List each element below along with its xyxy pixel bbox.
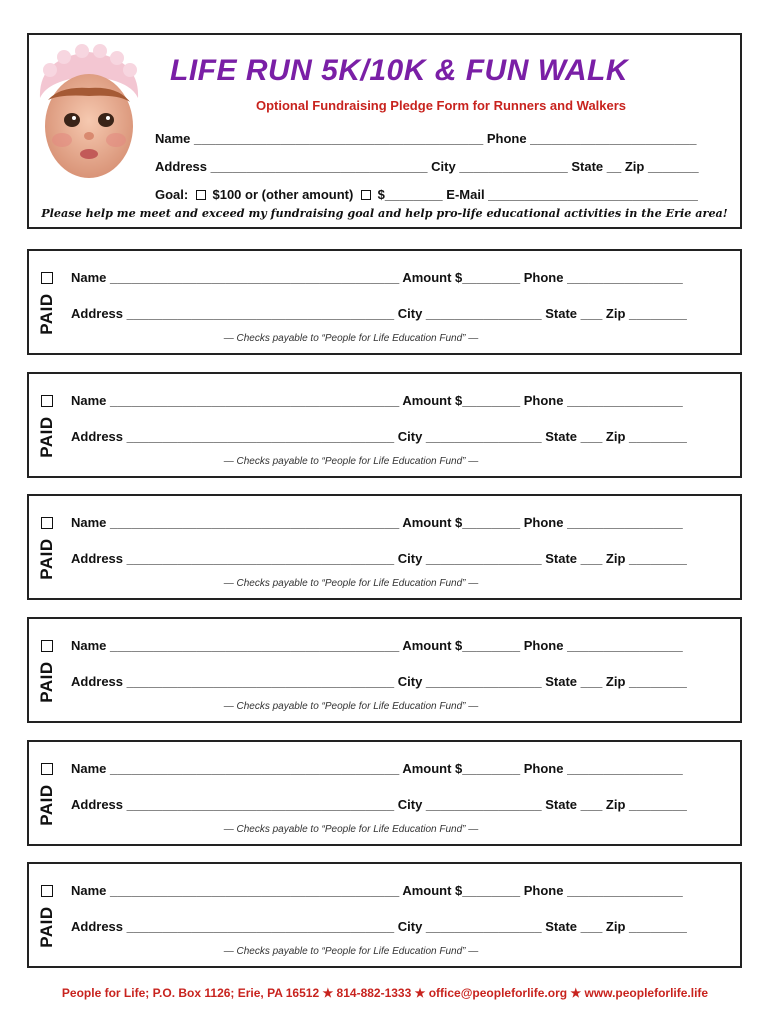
paid-column bbox=[29, 374, 65, 476]
pledge-slip bbox=[27, 617, 742, 723]
pledge-slip bbox=[27, 372, 742, 478]
pledger-name-amount-phone[interactable]: Name ________________________________________ Amount $________ Phone ________________ bbox=[71, 515, 683, 530]
goal-other-checkbox[interactable] bbox=[361, 190, 371, 200]
paid-label: PAID bbox=[37, 784, 56, 826]
pledger-name-amount-phone[interactable]: Name ________________________________________ Amount $________ Phone ________________ bbox=[71, 393, 683, 408]
goal-100-checkbox[interactable] bbox=[196, 190, 206, 200]
pledger-name-amount-phone[interactable]: Name ________________________________________ Amount $________ Phone ________________ bbox=[71, 761, 683, 776]
pledger-address[interactable]: Address _____________________________________ City ________________ State ___ Zip ________ bbox=[71, 797, 687, 812]
footer-contact: People for Life; P.O. Box 1126; Erie, PA 16512 ★ 814-882-1333 ★ office@peopleforlife.org ★ www.peopleforlife.life bbox=[61, 986, 709, 1000]
paid-label: PAID bbox=[37, 661, 56, 703]
pledger-address[interactable]: Address _____________________________________ City ________________ State ___ Zip ________ bbox=[71, 674, 687, 689]
pledge-slip bbox=[27, 740, 742, 846]
checks-payable-note: — Checks payable to “People for Life Education Fund” — bbox=[223, 578, 479, 589]
pledge-slip bbox=[27, 494, 742, 600]
paid-column bbox=[29, 496, 65, 598]
pledger-address[interactable]: Address _____________________________________ City ________________ State ___ Zip ________ bbox=[71, 919, 687, 934]
appeal-text: Please help me meet and exceed my fundraising goal and help pro-life educational activities in the Erie area! bbox=[41, 206, 728, 220]
paid-column bbox=[29, 619, 65, 721]
goal-other-email[interactable]: $________ E-Mail _____________________________ bbox=[377, 187, 698, 202]
pledger-address[interactable]: Address _____________________________________ City ________________ State ___ Zip ________ bbox=[71, 551, 687, 566]
pledger-address[interactable]: Address _____________________________________ City ________________ State ___ Zip ________ bbox=[71, 429, 687, 444]
pledge-slip bbox=[27, 862, 742, 968]
baby-photo bbox=[30, 40, 148, 188]
goal-label: Goal: bbox=[155, 187, 189, 202]
goal-option-100: $100 or (other amount) bbox=[212, 187, 354, 202]
pledger-name-amount-phone[interactable]: Name ________________________________________ Amount $________ Phone ________________ bbox=[71, 638, 683, 653]
paid-label: PAID bbox=[37, 293, 56, 335]
paid-column bbox=[29, 864, 65, 966]
pledger-address[interactable]: Address _____________________________________ City ________________ State ___ Zip ________ bbox=[71, 306, 687, 321]
paid-column bbox=[29, 742, 65, 844]
goal-line[interactable] bbox=[155, 187, 698, 202]
runner-address-line[interactable]: Address ______________________________ City _______________ State __ Zip _______ bbox=[155, 159, 699, 174]
checks-payable-note: — Checks payable to “People for Life Education Fund” — bbox=[223, 701, 479, 712]
checks-payable-note: — Checks payable to “People for Life Education Fund” — bbox=[223, 456, 479, 467]
form-title: LIFE RUN 5K/10K & FUN WALK bbox=[170, 54, 629, 87]
pledge-slip bbox=[27, 249, 742, 355]
checks-payable-note: — Checks payable to “People for Life Education Fund” — bbox=[223, 333, 479, 344]
form-subtitle: Optional Fundraising Pledge Form for Runners and Walkers bbox=[255, 98, 627, 113]
paid-label: PAID bbox=[37, 906, 56, 948]
paid-label: PAID bbox=[37, 416, 56, 458]
checks-payable-note: — Checks payable to “People for Life Education Fund” — bbox=[223, 946, 479, 957]
pledger-name-amount-phone[interactable]: Name ________________________________________ Amount $________ Phone ________________ bbox=[71, 883, 683, 898]
pledger-name-amount-phone[interactable]: Name ________________________________________ Amount $________ Phone ________________ bbox=[71, 270, 683, 285]
checks-payable-note: — Checks payable to “People for Life Education Fund” — bbox=[223, 824, 479, 835]
runner-name-phone-line[interactable]: Name ________________________________________ Phone _______________________ bbox=[155, 131, 697, 146]
paid-column bbox=[29, 251, 65, 353]
paid-label: PAID bbox=[37, 538, 56, 580]
